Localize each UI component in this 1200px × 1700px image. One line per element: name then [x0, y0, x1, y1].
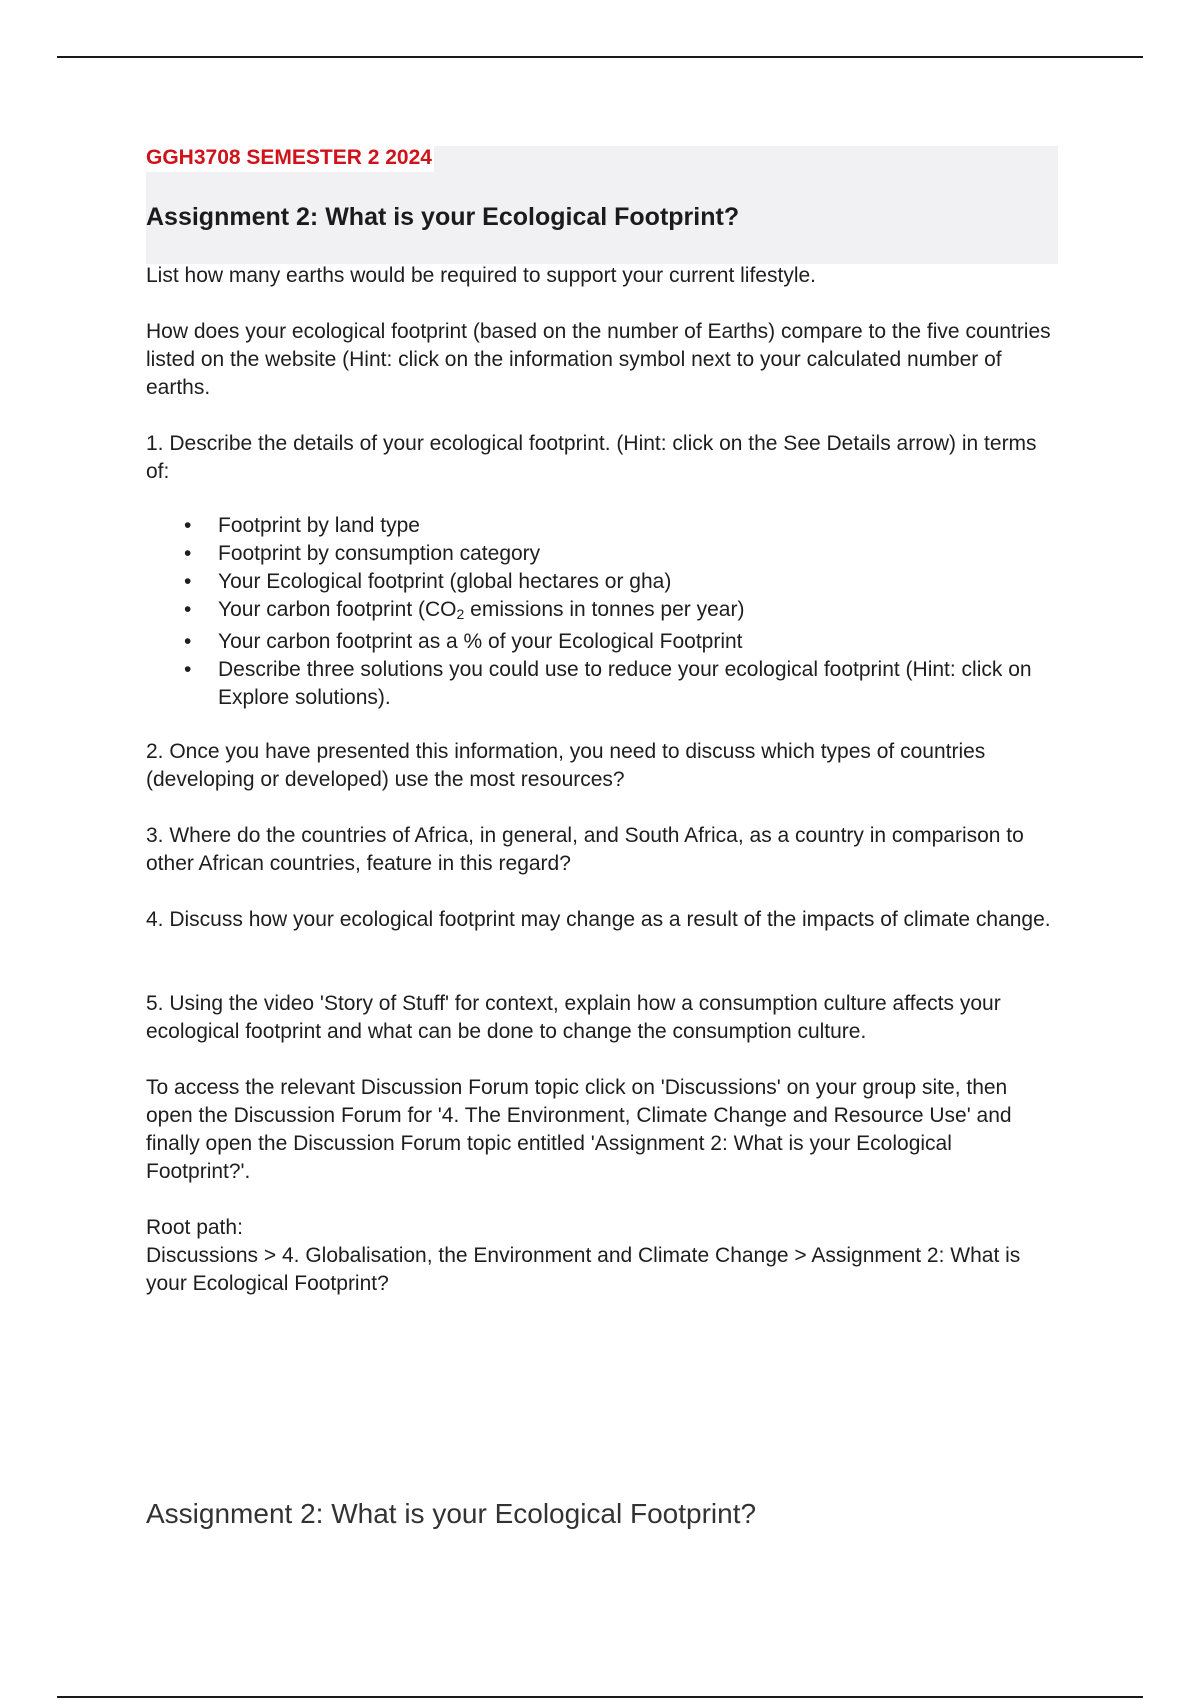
list-item-text: Your carbon footprint as a % of your Ecological Footprint	[218, 630, 743, 653]
bullet-icon: •	[184, 542, 192, 565]
question-5: 5. Using the video 'Story of Stuff' for context, explain how a consumption culture affects your ecological footprint and what can be done to change the consumption culture.	[146, 992, 1001, 1043]
bullet-icon: •	[184, 658, 192, 681]
top-rule	[57, 56, 1143, 58]
list-item	[146, 512, 1056, 540]
question-1: 1. Describe the details of your ecological footprint. (Hint: click on the See Details arrow) in terms of:	[146, 432, 1037, 483]
co2-subscript: 2	[456, 606, 465, 622]
list-item	[146, 596, 1056, 628]
course-code: GGH3708 SEMESTER 2 2024	[146, 144, 434, 172]
list-item	[146, 568, 1056, 596]
list-item	[146, 628, 1056, 656]
bullet-icon: •	[184, 570, 192, 593]
question-1-list	[146, 512, 1056, 712]
bottom-rule	[57, 1696, 1143, 1698]
co2-text-rest: emissions in tonnes per year)	[464, 598, 745, 621]
root-path: Discussions > 4. Globalisation, the Environment and Climate Change > Assignment 2: What is your Ecological Footprint?	[146, 1244, 1021, 1295]
list-item-text: Describe three solutions you could use to reduce your ecological footprint (Hint: click on Explore solutions).	[218, 658, 1032, 709]
bullet-icon: •	[184, 630, 192, 653]
list-item	[146, 656, 1056, 712]
intro-compare: How does your ecological footprint (based on the number of Earths) compare to the five countries listed on the website (Hint: click on the information symbol next to your calculated number of earths.	[146, 320, 1051, 399]
bullet-icon: •	[184, 598, 192, 621]
question-3: 3. Where do the countries of Africa, in general, and South Africa, as a country in comparison to other African countries, feature in this regard?	[146, 824, 1024, 875]
question-4: 4. Discuss how your ecological footprint may change as a result of the impacts of climate change.	[146, 908, 1051, 931]
co2-text: Your carbon footprint (CO	[218, 598, 457, 621]
page-title: Assignment 2: What is your Ecological Footprint?	[146, 203, 740, 231]
list-item-text: Footprint by consumption category	[218, 542, 541, 565]
intro-earths: List how many earths would be required to support your current lifestyle.	[146, 264, 817, 287]
bullet-icon: •	[184, 514, 192, 537]
footer-title: Assignment 2: What is your Ecological Footprint?	[146, 1498, 757, 1529]
list-item	[146, 540, 1056, 568]
access-instructions: To access the relevant Discussion Forum topic click on 'Discussions' on your group site, then open the Discussion Forum for '4. The Environment, Climate Change and Resource Use' and finally open the Discussion Forum topic entitled 'Assignment 2: What is your Ecological Footprint?'.	[146, 1076, 1012, 1183]
list-item-text: Your Ecological footprint (global hectares or gha)	[218, 570, 672, 593]
list-item-text: Footprint by land type	[218, 514, 420, 537]
root-path-label: Root path:	[146, 1216, 243, 1239]
question-2: 2. Once you have presented this information, you need to discuss which types of countries (developing or developed) use the most resources?	[146, 740, 986, 791]
list-item-text	[218, 598, 744, 621]
